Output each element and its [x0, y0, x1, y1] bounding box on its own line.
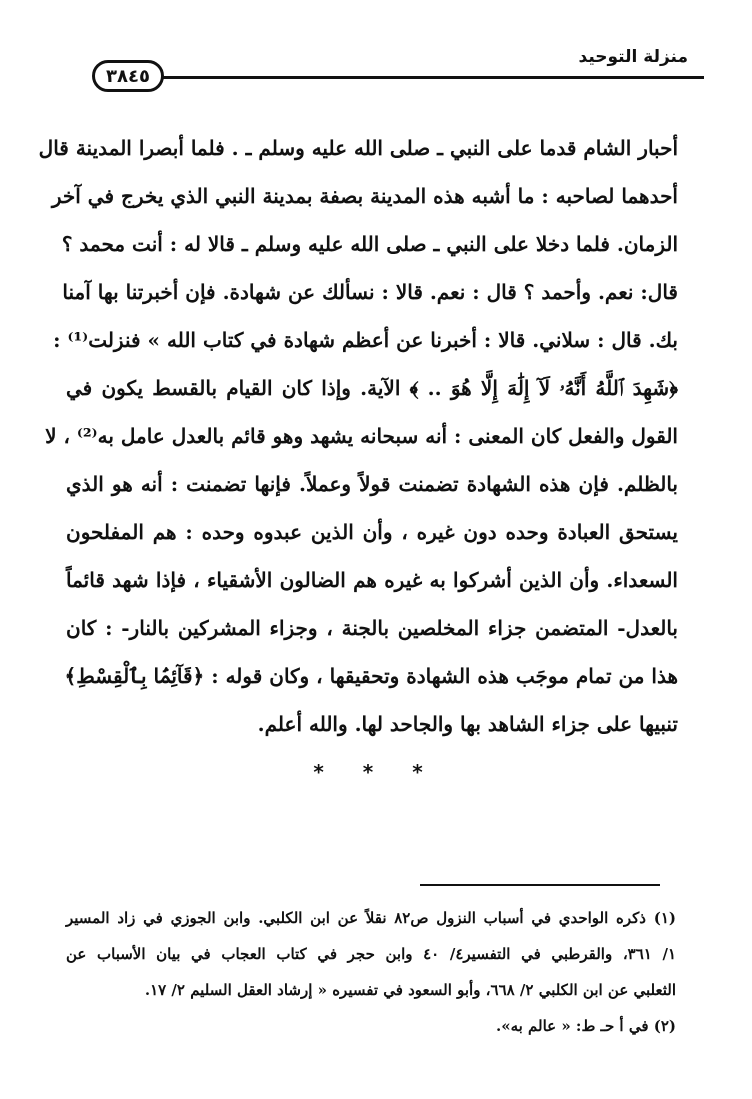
text-line: بالظلم. فإن هذه الشهادة تضمنت قولاً وعملاً. فإنها تضمنت : أنه هو الذي: [66, 472, 678, 496]
footnote-line: (٢) في أ حـ ط: « عالم به».: [495, 1017, 676, 1035]
text-line: هذا من تمام موجَب هذه الشهادة وتحقيقها ، وكان قوله : ﴿قَآئِمَۢا بِٱلْقِسْطِ﴾: [64, 664, 678, 688]
text-line: الزمان. فلما دخلا على النبي ـ صلى الله عليه وسلم ـ قالا له : أنت محمد ؟: [61, 232, 678, 256]
running-header-title: منزلة التوحيد: [578, 47, 688, 67]
footnote-rule: [420, 884, 660, 886]
section-separator: * * *: [313, 760, 439, 784]
text-line: القول والفعل كان المعنى : أنه سبحانه يشهد وهو قائم بالعدل عامل به⁽²⁾ ، لا: [45, 424, 678, 448]
text-line: ﴿شَهِدَ ٱللَّهُ أَنَّهُۥ لَآ إِلَٰهَ إِلَّا هُوَ .. ﴾ الآية. وإذا كان القيام بالقسط يكون في: [66, 376, 678, 400]
text-line: يستحق العبادة وحده دون غيره ، وأن الذين عبدوه وحده : هم المفلحون: [66, 520, 678, 544]
text-line: أحدهما لصاحبه : ما أشبه هذه المدينة بصفة بمدينة النبي الذي يخرج في آخر: [51, 184, 678, 208]
text-line: السعداء. وأن الذين أشركوا به غيره هم الضالون الأشقياء ، فإذا شهد قائماً: [66, 568, 678, 592]
text-line: بالعدل- المتضمن جزاء المخلصين بالجنة ، وجزاء المشركين بالنار- : كان: [66, 616, 678, 640]
footnote-line: الثعلبي عن ابن الكلبي ٢/ ٦٦٨، وأبو السعود في تفسيره « إرشاد العقل السليم ٢/ ١٧.: [144, 981, 676, 999]
text-line: بك. قال : سلاني. قالا : أخبرنا عن أعظم شهادة في كتاب الله » فنزلت⁽¹⁾ :: [53, 328, 678, 352]
text-line: قال: نعم. وأحمد ؟ قال : نعم. قالا : نسألك عن شهادة. فإن أخبرتنا بها آمنا: [62, 280, 678, 304]
page-number: ٣٨٤٥: [92, 60, 164, 92]
footnote-line: ١/ ٣٦١، والقرطبي في التفسير٤/ ٤٠ وابن حجر في كتاب العجاب في بيان الأسباب عن: [66, 945, 676, 963]
footnote-line: (١) ذكره الواحدي في أسباب النزول ص٨٢ نقلاً عن ابن الكلبي. وابن الجوزي في زاد المسير: [66, 909, 676, 927]
text-line: أحبار الشام قدما على النبي ـ صلى الله عليه وسلم ـ . فلما أبصرا المدينة قال: [38, 136, 678, 160]
header-rule: [160, 76, 704, 79]
footnotes: [66, 900, 676, 1044]
text-line: تنبيها على جزاء الشاهد بها والجاحد لها. والله أعلم.: [257, 712, 678, 736]
body-text: [38, 124, 678, 748]
